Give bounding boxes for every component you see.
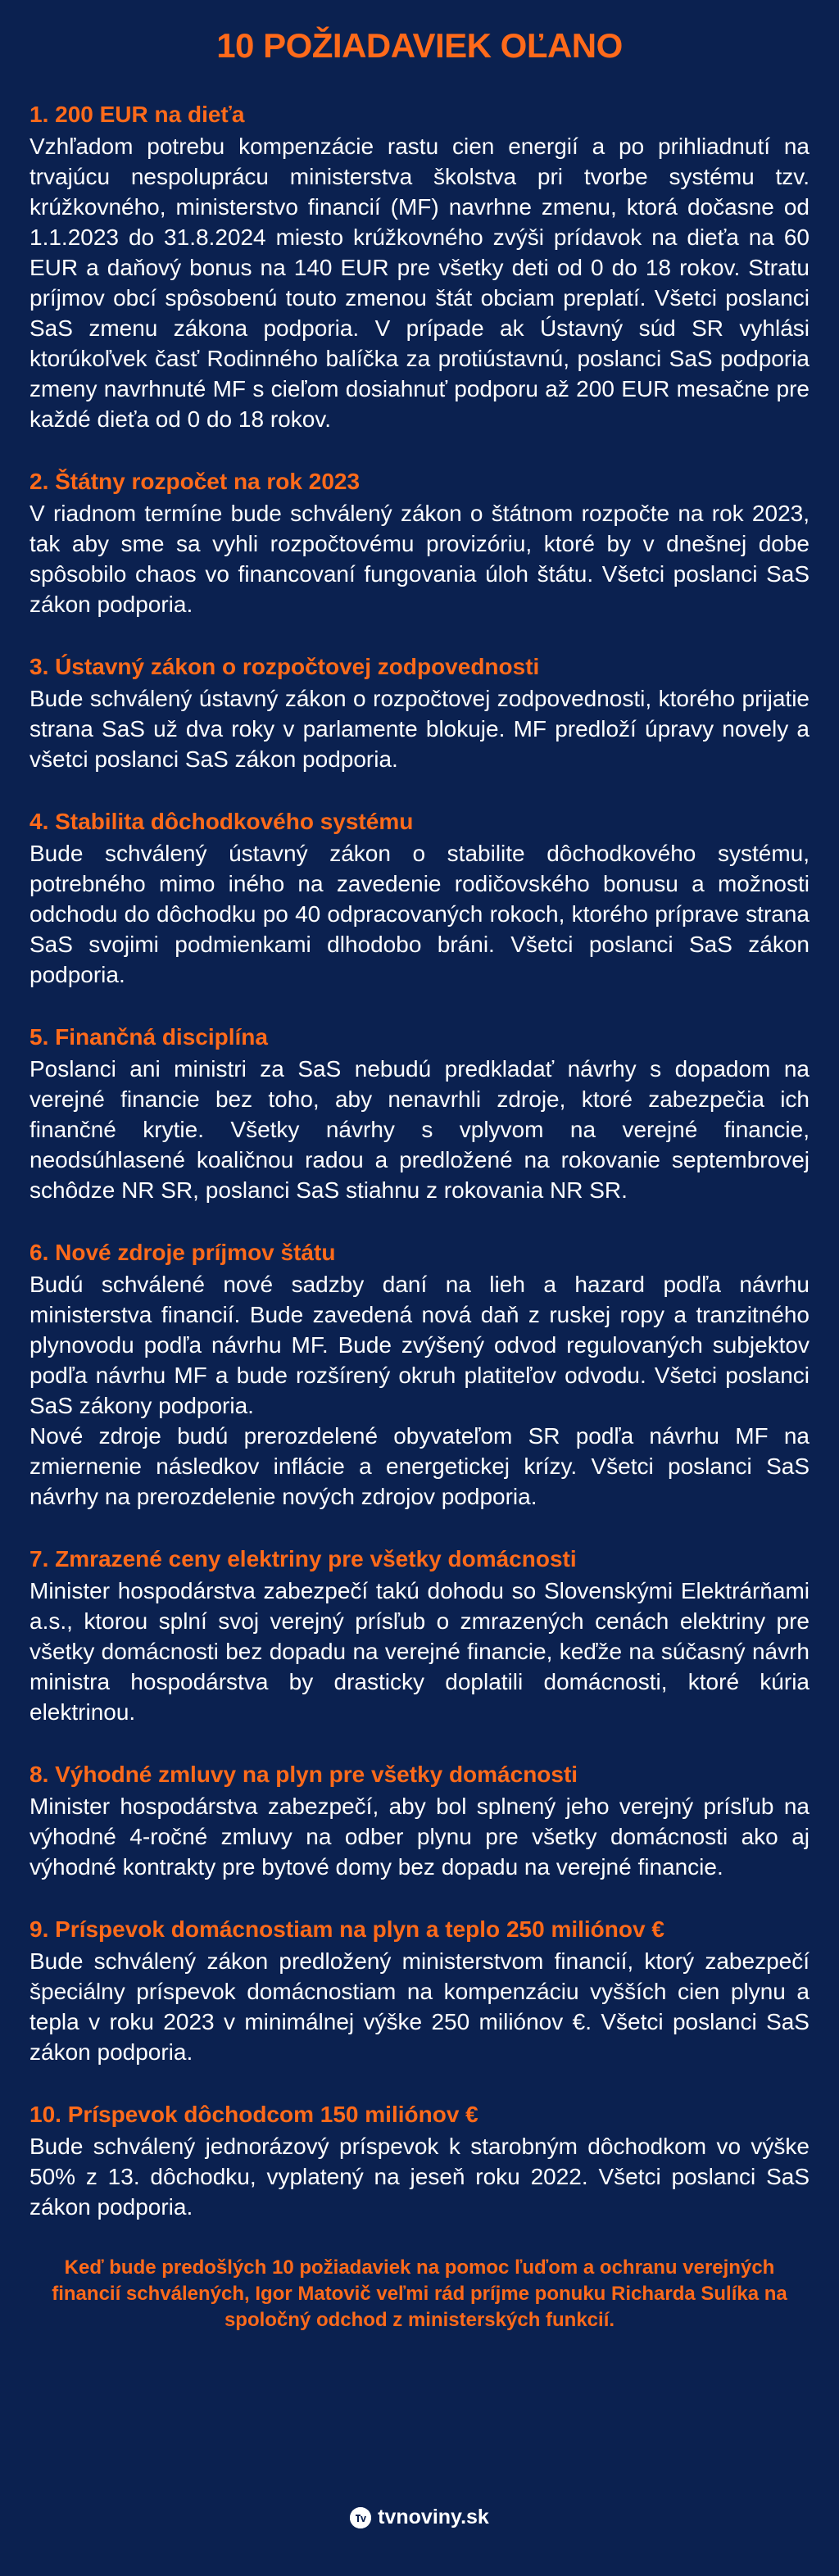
section-paragraph: Minister hospodárstva zabezpečí, aby bol splnený jeho verejný prísľub na výhodné 4-ročné zmluvy na odber plynu pre všetky domácnosti ako aj výhodné kontrakty pre bytové domy bez dopadu na verejné financie. bbox=[29, 1794, 810, 1880]
section-5 bbox=[29, 1023, 810, 1205]
footer-site-name: tvnoviny.sk bbox=[378, 2506, 489, 2528]
section-2 bbox=[29, 467, 810, 619]
section-paragraph: Poslanci ani ministri za SaS nebudú predkladať návrhy s dopadom na verejné financie bez toho, aby nenavrhli zdroje, ktoré zabezpečia ich finančné krytie. Všetky návrhy s vplyvom na verejné financie, neodsúhlasené koaličnou radou a predložené na rokovanie septembrovej schôdze NR SR, poslanci SaS stiahnu z rokovania NR SR. bbox=[29, 1056, 810, 1203]
section-7 bbox=[29, 1544, 810, 1727]
tvnoviny-logo-icon bbox=[350, 2507, 371, 2528]
section-heading: 7. Zmrazené ceny elektriny pre všetky domácnosti bbox=[29, 1546, 577, 1571]
section-heading: 10. Príspevok dôchodcom 150 miliónov € bbox=[29, 2102, 478, 2127]
section-10 bbox=[29, 2100, 810, 2222]
section-heading: 2. Štátny rozpočet na rok 2023 bbox=[29, 469, 361, 494]
section-8 bbox=[29, 1760, 810, 1882]
section-9 bbox=[29, 1915, 810, 2067]
section-heading: 9. Príspevok domácnostiam na plyn a teplo 250 miliónov € bbox=[29, 1916, 664, 1942]
section-heading: 4. Stabilita dôchodkového systému bbox=[29, 809, 414, 834]
section-paragraph: V riadnom termíne bude schválený zákon o štátnom rozpočte na rok 2023, tak aby sme sa vyhli rozpočtovému provizóriu, ktoré by v dnešnej dobe spôsobilo chaos vo financovaní fungovania úloh štátu. Všetci poslanci SaS zákon podporia. bbox=[29, 501, 810, 617]
section-heading: 6. Nové zdroje príjmov štátu bbox=[29, 1240, 336, 1265]
section-paragraph: Bude schválený ústavný zákon o rozpočtovej zodpovednosti, ktorého prijatie strana SaS už dva roky v parlamente blokuje. MF predloží úpravy novely a všetci poslanci SaS zákon podporia. bbox=[29, 686, 810, 772]
footer-brand bbox=[0, 2506, 839, 2529]
section-paragraph: Bude schválený zákon predložený ministerstvom financií, ktorý zabezpečí špeciálny príspevok domácnostiam na kompenzáciu vyšších cien plynu a tepla v roku 2023 v minimálnej výške 250 miliónov €. Všetci poslanci SaS zákon podporia. bbox=[29, 1948, 810, 2065]
section-3 bbox=[29, 652, 810, 774]
section-heading: 8. Výhodné zmluvy na plyn pre všetky domácnosti bbox=[29, 1762, 578, 1787]
section-heading: 3. Ústavný zákon o rozpočtovej zodpovednosti bbox=[29, 654, 540, 679]
section-heading: 5. Finančná disciplína bbox=[29, 1024, 268, 1050]
section-paragraph: Vzhľadom potrebu kompenzácie rastu cien energií a po prihliadnutí na trvajúcu nespoluprácu ministerstva školstva pri tvorbe systému tzv. krúžkovného, ministerstvo financií (MF) navrhne zmenu, ktorá dočasne od 1.1.2023 do 31.8.2024 miesto krúžkovného zvýši prídavok na dieťa na 60 EUR a daňový bonus na 140 EUR pre všetky deti od 0 do 18 rokov. Stratu príjmov obcí spôsobenú touto zmenou štát obciam preplatí. Všetci poslanci SaS zmenu zákona podporia. V prípade ak Ústavný súd SR vyhlási ktorúkoľvek časť Rodinného balíčka za protiústavnú, poslanci SaS podporia zmeny navrhnuté MF s cieľom dosiahnuť podporu až 200 EUR mesačne pre každé dieťa od 0 do 18 rokov. bbox=[29, 134, 810, 432]
section-paragraph: Nové zdroje budú prerozdelené obyvateľom SR podľa návrhu MF na zmiernenie následkov inflácie a energetickej krízy. Všetci poslanci SaS návrhy na prerozdelenie nových zdrojov podporia. bbox=[29, 1423, 810, 1509]
section-1 bbox=[29, 100, 810, 434]
section-6 bbox=[29, 1238, 810, 1512]
section-paragraph: Bude schválený ústavný zákon o stabilite dôchodkového systému, potrebného mimo iného na zavedenie rodičovského bonusu a možnosti odchodu do dôchodku po 40 odpracovaných rokoch, ktorého príprave strana SaS svojimi podmienkami dlhodobo bráni. Všetci poslanci SaS zákon podporia. bbox=[29, 841, 810, 987]
section-paragraph: Bude schválený jednorázový príspevok k starobným dôchodkom vo výške 50% z 13. dôchodku, vyplatený na jeseň roku 2022. Všetci poslanci SaS zákon podporia. bbox=[29, 2134, 810, 2220]
section-paragraph: Minister hospodárstva zabezpečí takú dohodu so Slovenskými Elektrárňami a.s., ktorou splní svoj verejný prísľub o zmrazených cenách elektriny pre všetky domácnosti bez dopadu na verejné financie, keďže na súčasný návrh ministra hospodárstva by drasticky doplatili domácnosti, ktoré kúria elektrinou. bbox=[29, 1578, 810, 1725]
page-title: 10 POŽIADAVIEK OĽANO bbox=[216, 26, 623, 65]
section-paragraph: Budú schválené nové sadzby daní na lieh a hazard podľa návrhu ministerstva financií. Bude zavedená nová daň z ruskej ropy a tranzitného plynovodu podľa návrhu MF. Bude zvýšený odvod regulovaných subjektov podľa návrhu MF a bude rozšírený okruh platiteľov odvodu. Všetci poslanci SaS zákony podporia. bbox=[29, 1272, 810, 1418]
section-heading: 1. 200 EUR na dieťa bbox=[29, 102, 245, 127]
section-4 bbox=[29, 807, 810, 990]
closing-statement: Keď bude predošlých 10 požiadaviek na pomoc ľuďom a ochranu verejných financií schválených, Igor Matovič veľmi rád príjme ponuku Richarda Sulíka na spoločný odchod z ministerských funkcií. bbox=[52, 2256, 787, 2331]
